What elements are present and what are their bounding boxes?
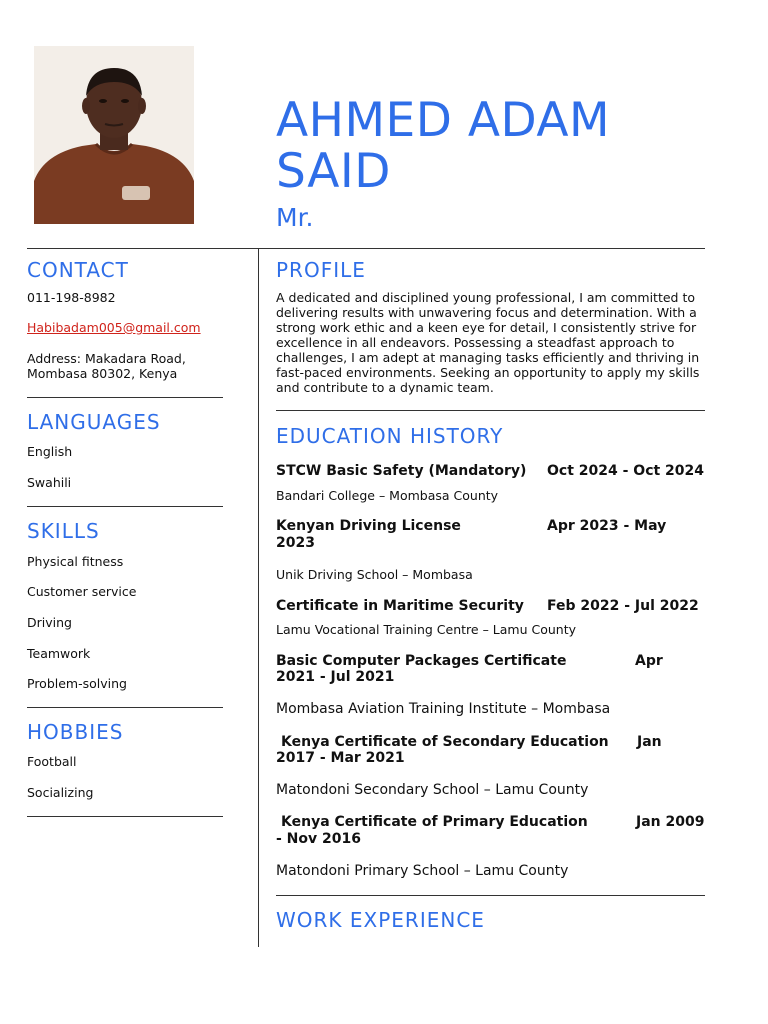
education-date: Oct 2024 - Oct 2024 [547,463,705,479]
education-date: Jan [637,734,662,750]
language-item: English [27,444,73,459]
language-item: Swahili [27,475,72,490]
education-title: Kenyan Driving License [276,518,461,534]
name-line-2: SAID [276,144,391,199]
contact-phone: 011-198-8982 [27,290,116,305]
education-institution: Lamu Vocational Training Centre – Lamu County [276,622,577,637]
education-date: Apr 2023 - May [547,518,667,534]
education-institution: Bandari College – Mombasa County [276,488,499,503]
education-institution: Matondoni Primary School – Lamu County [276,863,569,879]
education-heading: EDUCATION HISTORY [276,424,504,448]
profile-photo [34,46,194,224]
skills-heading: SKILLS [27,519,100,543]
skill-item: Customer service [27,584,137,599]
profile-summary: A dedicated and disciplined young professional, I am committed to delivering results with unwavering focus and determination. With a strong work ethic and a keen eye for detail, I consistently strive for excellence in all endeavors. Possessing a steadfast approach to challenges, I am adept at managing tasks efficiently and thriving in fast-paced environments. Seeking an opportunity to apply my skills and contribute to a dynamic team. [276,290,700,395]
address-line-2: Mombasa 80302, Kenya [27,366,178,381]
education-date-continued: 2021 - Jul 2021 [276,669,395,685]
profile-heading: PROFILE [276,258,366,282]
education-institution: Mombasa Aviation Training Institute – Mombasa [276,701,611,717]
honorific-title: Mr. [276,203,314,232]
skill-item: Physical fitness [27,554,124,569]
education-title: Kenya Certificate of Secondary Education [281,734,609,750]
contact-heading: CONTACT [27,258,129,282]
education-institution: Matondoni Secondary School – Lamu County [276,782,589,798]
education-date-continued: 2017 - Mar 2021 [276,750,405,766]
education-date: Jan 2009 [636,814,705,830]
skills-divider [27,707,223,708]
education-title: Certificate in Maritime Security [276,598,524,614]
languages-heading: LANGUAGES [27,410,161,434]
education-date: Apr [635,653,663,669]
hobbies-divider [27,816,223,817]
full-name [276,95,746,197]
education-institution: Unik Driving School – Mombasa [276,567,473,582]
column-divider [258,249,259,947]
profile-divider [276,410,705,411]
education-date-continued: 2023 [276,535,315,551]
hobbies-heading: HOBBIES [27,720,124,744]
name-line-1: AHMED ADAM [276,93,611,148]
skill-item: Teamwork [27,646,91,661]
education-title: Kenya Certificate of Primary Education [281,814,588,830]
education-date: Feb 2022 - Jul 2022 [547,598,699,614]
skill-item: Driving [27,615,72,630]
contact-email-link[interactable]: Habibadam005@gmail.com [27,320,201,335]
education-date-continued: - Nov 2016 [276,831,361,847]
hobby-item: Socializing [27,785,94,800]
education-divider [276,895,705,896]
contact-divider [27,397,223,398]
contact-address [27,351,186,381]
header-divider [27,248,705,249]
address-line-1: Address: Makadara Road, [27,351,186,366]
education-title: STCW Basic Safety (Mandatory) [276,463,527,479]
education-title: Basic Computer Packages Certificate [276,653,567,669]
work-experience-heading: WORK EXPERIENCE [276,908,485,932]
skill-item: Problem-solving [27,676,127,691]
hobby-item: Football [27,754,77,769]
languages-divider [27,506,223,507]
